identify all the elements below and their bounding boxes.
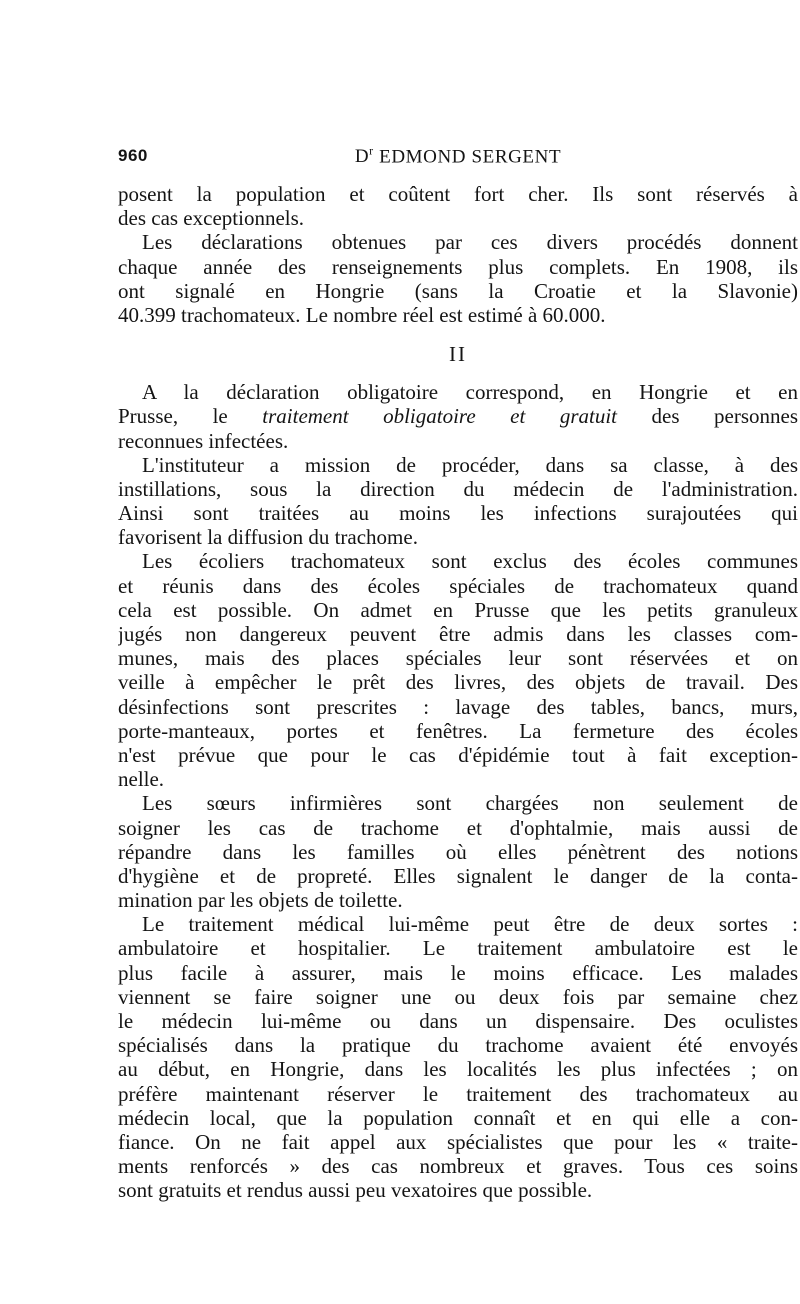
text-line: Les écoliers trachomateux sont exclus des écoles communes: [142, 549, 798, 574]
text-line: porte-manteaux, portes et fenêtres. La fermeture des écoles: [118, 718, 798, 743]
paragraph-5: [118, 549, 798, 791]
author-name: EDMOND SERGENT: [379, 146, 562, 168]
emphasis-text: traitement obligatoire et gratuit: [262, 404, 617, 429]
text-line: veille à empêcher le prêt des livres, des objets de travail. Des: [118, 670, 798, 695]
running-head: [118, 144, 798, 168]
text-line: fiance. On ne fait appel aux spécialistes que pour les « traite-: [118, 1129, 798, 1154]
text-line: des cas exceptionnels.: [118, 206, 305, 231]
text-line: munes, mais des places spéciales leur sont réservées et on: [118, 646, 798, 671]
text-line: soigner les cas de trachome et d'ophtalmie, mais aussi de: [118, 815, 798, 840]
text-run: des personnes: [617, 404, 798, 429]
text-line: cela est possible. On admet en Prusse que les petits granuleux: [118, 597, 798, 622]
text-line: Les sœurs infirmières sont chargées non seulement de: [142, 791, 798, 816]
text-line: ments renforcés » des cas nombreux et graves. Tous ces soins: [118, 1154, 798, 1179]
text-line: le médecin lui-même ou dans un dispensaire. Des oculistes: [118, 1009, 798, 1033]
text-line: désinfections sont prescrites : lavage des tables, bancs, murs,: [118, 694, 798, 719]
text-line: Ainsi sont traitées au moins les infections surajoutées qui: [118, 501, 798, 526]
text-line: médecin local, que la population connaît et en qui elle a con-: [118, 1105, 798, 1130]
paragraph-6: [118, 791, 798, 912]
author-prefix-sup: r: [369, 144, 374, 158]
page-header: [118, 142, 798, 172]
author-prefix: $D^r$: [354, 144, 374, 168]
paragraph-2: [118, 230, 798, 327]
paragraph-7: [118, 912, 798, 1202]
text-line: spécialisés dans la pratique du trachome avaient été envoyés: [118, 1033, 798, 1058]
text-line: [118, 404, 798, 428]
text-line: nelle.: [118, 767, 165, 792]
text-line: A la déclaration obligatoire correspond, en Hongrie et en: [142, 380, 798, 405]
text-line: plus facile à assurer, mais le moins efficace. Les malades: [118, 960, 798, 985]
text-line: Les déclarations obtenues par ces divers procédés donnent: [142, 230, 798, 255]
text-line: viennent se faire soigner une ou deux fois par semaine chez: [118, 984, 798, 1009]
paragraph-4: [118, 453, 798, 550]
page-number: 960: [118, 146, 148, 165]
text-run: Prusse, le: [118, 404, 263, 429]
section-number: II: [449, 342, 467, 367]
text-line: n'est prévue que pour le cas d'épidémie tout à fait exception-: [118, 742, 798, 767]
text-line: jugés non dangereux peuvent être admis dans les classes com-: [118, 622, 798, 646]
text-line: 40.399 trachomateux. Le nombre réel est estimé à 60.000.: [118, 302, 606, 327]
text-line: d'hygiène et de propreté. Elles signalent le danger de la conta-: [118, 863, 798, 888]
text-line: mination par les objets de toilette.: [118, 888, 403, 913]
text-line: posent la population et coûtent fort cher. Ils sont réservés à: [118, 182, 798, 206]
text-line: favorisent la diffusion du trachome.: [118, 525, 418, 550]
text-line: Le traitement médical lui-même peut être de deux sortes :: [142, 912, 798, 937]
text-line: préfère maintenant réserver le traitement des trachomateux au: [118, 1081, 798, 1106]
text-line: répandre dans les familles où elles pénètrent des notions: [118, 839, 798, 864]
text-line: chaque année des renseignements plus complets. En 1908, ils: [118, 254, 798, 279]
text-line: au début, en Hongrie, dans les localités les plus infectées ; on: [118, 1057, 798, 1082]
text-line: et réunis dans des écoles spéciales de trachomateux quand: [118, 573, 798, 598]
paragraph-1: [118, 182, 798, 230]
text-line: ont signalé en Hongrie (sans la Croatie et la Slavonie): [118, 278, 798, 303]
text-line: reconnues infectées.: [118, 428, 289, 453]
body-text: [118, 182, 798, 1203]
text-line: instillations, sous la direction du médecin de l'administration.: [118, 476, 798, 501]
text-line: L'instituteur a mission de procéder, dans sa classe, à des: [142, 452, 798, 477]
paragraph-3: [118, 380, 798, 453]
text-line: ambulatoire et hospitalier. Le traitement ambulatoire est le: [118, 936, 798, 961]
text-line: sont gratuits et rendus aussi peu vexatoires que possible.: [118, 1178, 593, 1203]
